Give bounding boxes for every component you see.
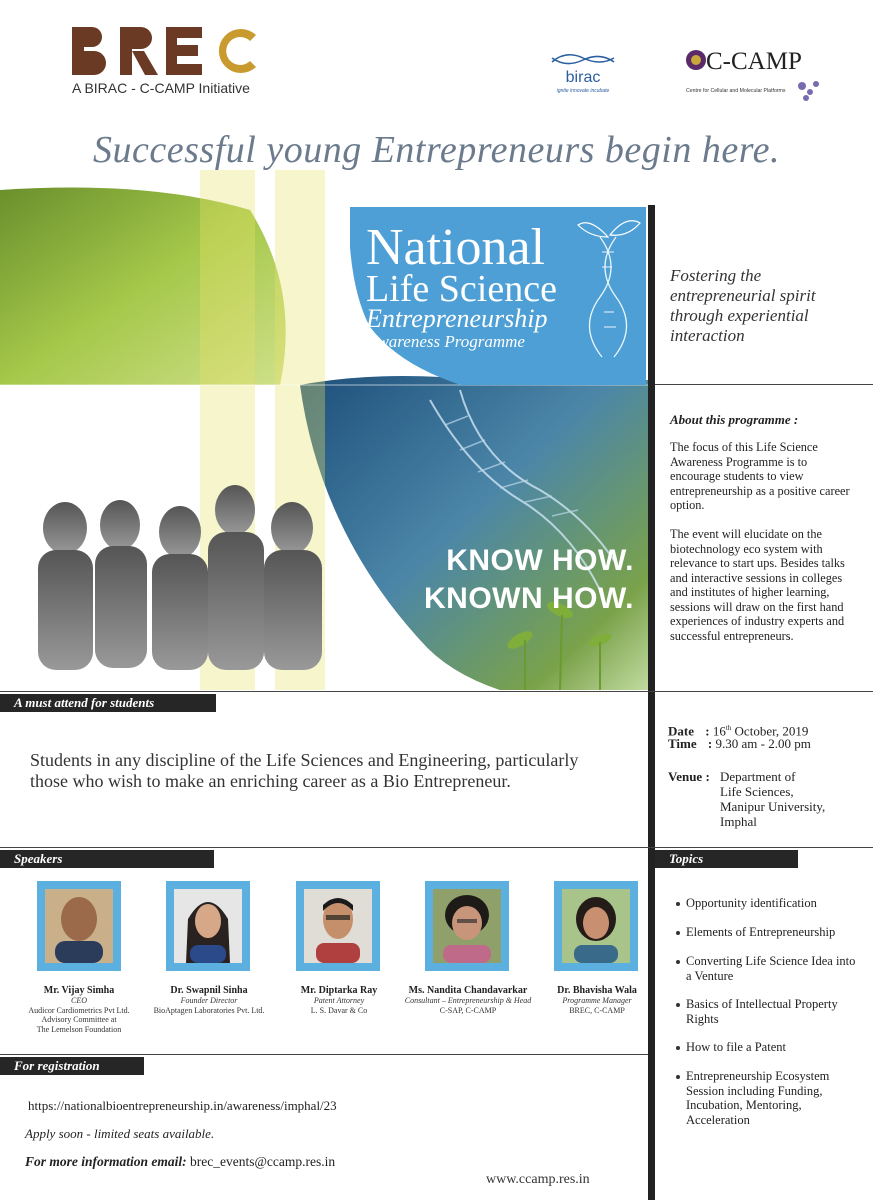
speaker-org: BioAptagen Laboratories Pvt. Ltd. (153, 1005, 265, 1015)
contact-email[interactable]: brec_events@ccamp.res.in (190, 1154, 336, 1169)
date-label: Date (668, 723, 694, 739)
topic-item (676, 925, 861, 940)
fostering-statement: Fostering the entrepreneurial spirit through experiential interaction (670, 266, 816, 345)
speaker-role: Programme Manager (562, 996, 632, 1005)
programme-title-line3: Entrepreneurship (366, 304, 548, 333)
right-column-divider (648, 205, 655, 1200)
more-info (25, 1154, 335, 1170)
about-paragraph-2: The event will elucidate on the biotechnology eco system with relevance to start ups. Besides talks and interactive sessions in colleges and institutes of higher learning, sessions will draw on the first hand experiences of industry experts and successful entrepreneurs. (670, 527, 845, 643)
speaker-portrait (304, 889, 372, 963)
date-suffix: th (725, 724, 732, 732)
divider-line (0, 691, 873, 692)
speaker-role: Founder Director (180, 996, 238, 1005)
speaker-name: Dr. Bhavisha Wala (557, 985, 637, 996)
birac-logo (548, 48, 618, 96)
speaker-portrait (562, 889, 630, 963)
speaker-org: Audicor Cardiometrics Pvt Ltd. (28, 1005, 130, 1015)
divider-line (0, 1054, 648, 1055)
topics-label: Topics (655, 850, 798, 868)
topic-item (676, 1069, 861, 1127)
bullet-icon (676, 902, 680, 906)
speaker-card (6, 985, 152, 1034)
event-venue-label (668, 769, 710, 784)
speaker-role: Consultant – Entrepreneurship & Head (404, 996, 532, 1005)
hero-slogan (394, 542, 634, 618)
speaker-card (136, 985, 282, 1015)
topic-text: Elements of Entrepreneurship (686, 925, 836, 939)
topic-item (676, 896, 861, 911)
brec-logo (70, 25, 260, 77)
speaker-org: The Lemelson Foundation (36, 1024, 122, 1034)
ccamp-subtitle: Centre for Cellular and Molecular Platforms (686, 88, 786, 94)
speaker-card (526, 985, 668, 1015)
programme-title-line2: Life Science (366, 268, 557, 310)
speaker-org: BREC, C-CAMP (569, 1005, 625, 1015)
speaker-name: Ms. Nandita Chandavarkar (408, 985, 528, 996)
date-day: 16 (712, 723, 726, 739)
apply-note: Apply soon - limited seats available. (25, 1126, 215, 1141)
speakers-label: Speakers (0, 850, 214, 868)
event-date: Date : 16th October, 2019 (668, 723, 809, 739)
divider-line (655, 384, 873, 385)
about-heading: About this programme : (670, 412, 799, 427)
speaker-portrait (174, 889, 242, 963)
speaker-org: C-SAP, C-CAMP (439, 1005, 497, 1015)
speaker-photo (554, 881, 638, 971)
speaker-name: Mr. Vijay Simha (43, 985, 115, 996)
hero-slogan-line1: KNOW HOW. (446, 544, 634, 577)
topic-text: Opportunity identification (686, 896, 817, 910)
programme-title-line4: Awareness Programme (368, 332, 525, 351)
hero-slogan-line2: KNOWN HOW. (424, 582, 634, 615)
speaker-name: Dr. Swapnil Sinha (170, 985, 248, 996)
divider-line (0, 847, 873, 848)
speaker-portrait (433, 889, 501, 963)
birac-motto: ignite innovate incubate (556, 88, 610, 94)
speaker-role: CEO (71, 996, 87, 1005)
bullet-icon (676, 960, 680, 964)
event-venue (720, 769, 825, 829)
speaker-portrait (45, 889, 113, 963)
birac-logo-text: birac (565, 69, 601, 86)
speaker-card (390, 985, 546, 1015)
more-info-label: For more information email: (25, 1154, 187, 1169)
venue-line: Manipur University, (720, 799, 826, 814)
website-link[interactable]: www.ccamp.res.in (486, 1172, 590, 1187)
tagline: Successful young Entrepreneurs begin here. (93, 129, 780, 171)
speaker-photo (166, 881, 250, 971)
topic-item (676, 997, 861, 1026)
venue-line: Life Sciences, (720, 784, 794, 799)
topic-text: Basics of Intellectual Property Rights (686, 997, 838, 1026)
topic-item (676, 954, 861, 983)
registration-label: For registration (0, 1057, 144, 1075)
speaker-photo (37, 881, 121, 971)
topic-text: Converting Life Science Idea into a Venture (686, 954, 856, 983)
speaker-photo (425, 881, 509, 971)
students-description: Students in any discipline of the Life Sciences and Engineering, particularly those who wish to make an enriching career as a Bio Entrepreneur. (30, 750, 579, 791)
topic-item (676, 1040, 861, 1055)
bullet-icon (676, 1075, 680, 1079)
speaker-photo (296, 881, 380, 971)
date-rest: October, 2019 (734, 723, 809, 739)
bullet-icon (676, 1046, 680, 1050)
topic-text: How to file a Patent (686, 1040, 786, 1054)
event-time: Time : 9.30 am - 2.00 pm (668, 736, 811, 751)
venue-label: Venue : (668, 769, 710, 784)
bullet-icon (676, 931, 680, 935)
bullet-icon (676, 1003, 680, 1007)
speaker-org: L. S. Davar & Co (310, 1005, 368, 1015)
venue-line: Department of (720, 769, 796, 784)
students-label: A must attend for students (0, 694, 216, 712)
venue-line: Imphal (720, 814, 757, 829)
ccamp-logo-text: C-CAMP (706, 48, 802, 75)
topic-text: Entrepreneurship Ecosystem Session including Funding, Incubation, Mentoring, Acceleration (686, 1069, 830, 1127)
speaker-role: Patent Attorney (313, 996, 365, 1005)
about-paragraph-1: The focus of this Life Science Awareness Programme is to encourage students to view entrepreneurship as a positive career option. (670, 440, 850, 512)
time-label: Time (668, 736, 697, 751)
speaker-org: Advisory Committee at (41, 1015, 117, 1024)
brec-subtitle: A BIRAC - C-CAMP Initiative (72, 80, 250, 96)
registration-url[interactable]: https://nationalbioentrepreneurship.in/awareness/imphal/23 (28, 1098, 337, 1113)
time-value: 9.30 am - 2.00 pm (715, 736, 811, 751)
speaker-name: Mr. Diptarka Ray (300, 985, 378, 996)
ccamp-logo (684, 42, 824, 104)
programme-title-line1: National (366, 219, 546, 276)
